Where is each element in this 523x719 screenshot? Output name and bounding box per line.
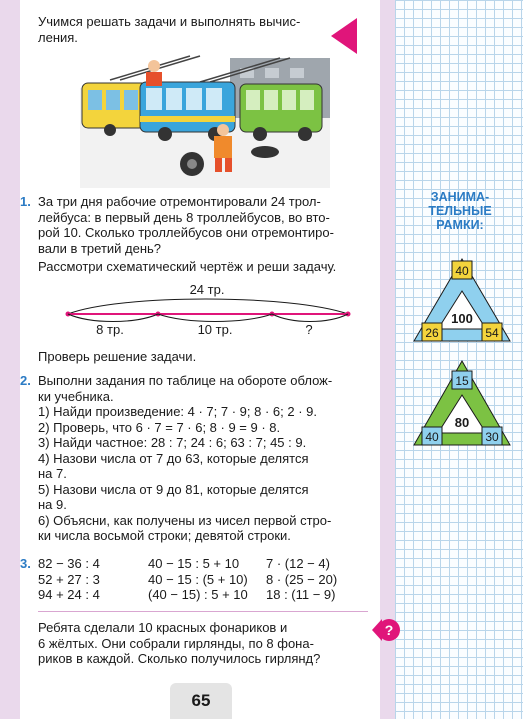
pink-triangle-marker [331,18,357,54]
trolleybus-illustration [80,48,330,188]
task-line: 4) Назови числа от 7 до 63, которые делятся [38,450,309,466]
puzzle-frame-1 [410,255,514,345]
task-line: 3) Найди частное: 28 : 7; 24 : 6; 63 : 7; 45 : 9. [38,435,307,450]
task-line: За три дня рабочие отремонтировали 24 трол- [38,194,321,209]
left-margin-band [0,0,20,719]
expression-row [38,556,368,572]
intro-text [38,14,338,45]
svg-text:?: ? [384,622,394,638]
task-line: на 7. [38,466,67,481]
task-line: вали в третий день? [38,240,162,256]
expression: (40 − 15) : 5 + 10 [148,587,248,602]
task-line: ки числа восьмой строки; девятой строки. [38,528,291,543]
intro-line: Учимся решать задачи и выполнять вычис- [38,14,301,29]
scheme-total-label: 24 тр. [189,282,225,297]
task-line: Выполни задания по таблице на обороте облож- [38,373,333,388]
frame1-top: 40 [455,264,469,278]
frame1-right: 54 [485,326,499,340]
frame1-left: 26 [425,326,439,340]
task1-instruction: Рассмотри схематический чертёж и реши задачу. [38,259,337,274]
task-line: Ребята сделали 10 красных фонариков и [38,620,288,635]
page-number: 65 [170,683,232,719]
expression-row [38,572,368,588]
task3-expressions [38,556,368,603]
task1-check: Проверь решение задачи. [38,349,197,364]
task2-text [38,373,368,544]
expression: 40 − 15 : (5 + 10) [148,571,248,587]
frame2-left: 40 [425,430,439,444]
task-line: ки учебника. [38,388,114,404]
task-line: 2) Проверь, что 6 · 7 = 7 · 6; 8 · 9 = 9 · 8. [38,419,281,435]
scheme-seg3-label: ? [305,322,313,337]
expression-row [38,587,368,603]
right-margin-band [380,0,395,719]
task-number: 3. [20,556,31,571]
expression: 52 + 27 : 3 [38,571,100,587]
expression: 82 − 36 : 4 [38,556,100,571]
frame2-right: 30 [485,430,499,444]
expression: 40 − 15 : 5 + 10 [148,556,240,571]
expression: 18 : (11 − 9) [266,587,336,602]
task-number: 1. [20,194,31,209]
question-badge-icon [372,615,402,645]
scheme-diagram [60,282,360,342]
task-line: 1) Найди произведение: 4 · 7; 7 · 9; 8 · 6; 2 · 9. [38,404,317,419]
task-line: 6 жёлтых. Они собрали гирлянды, по 8 фона- [38,635,314,651]
frame2-top: 15 [455,374,469,388]
final-problem [38,620,368,667]
section-divider [38,611,368,612]
scheme-seg2-label: 10 тр. [197,322,233,337]
task1-text [38,194,368,256]
task-line: на 9. [38,497,67,512]
frame1-center: 100 [451,311,473,326]
task-line: 6) Объясни, как получены из чисел первой стро- [38,512,332,528]
puzzle-frame-2 [410,357,514,449]
scheme-seg1-label: 8 тр. [96,322,124,337]
task-line: лейбуса: в первый день 8 троллейбусов, во вто- [38,209,330,225]
expression: 7 · (12 − 4) [266,556,330,571]
expression: 8 · (25 − 20) [266,571,338,587]
puzzle-title: ЗАНИМА- ТЕЛЬНЫЕ РАМКИ: [428,190,492,232]
frame2-center: 80 [454,415,470,430]
expression: 94 + 24 : 4 [38,587,100,602]
task-number: 2. [20,373,31,388]
intro-line: ления. [38,29,78,45]
task-line: рой 10. Сколько троллейбусов они отремонтиро- [38,225,334,240]
task-line: 5) Назови числа от 9 до 81, которые делятся [38,481,309,497]
task-line: риков в каждой. Сколько получилось гирлянд? [38,651,321,666]
